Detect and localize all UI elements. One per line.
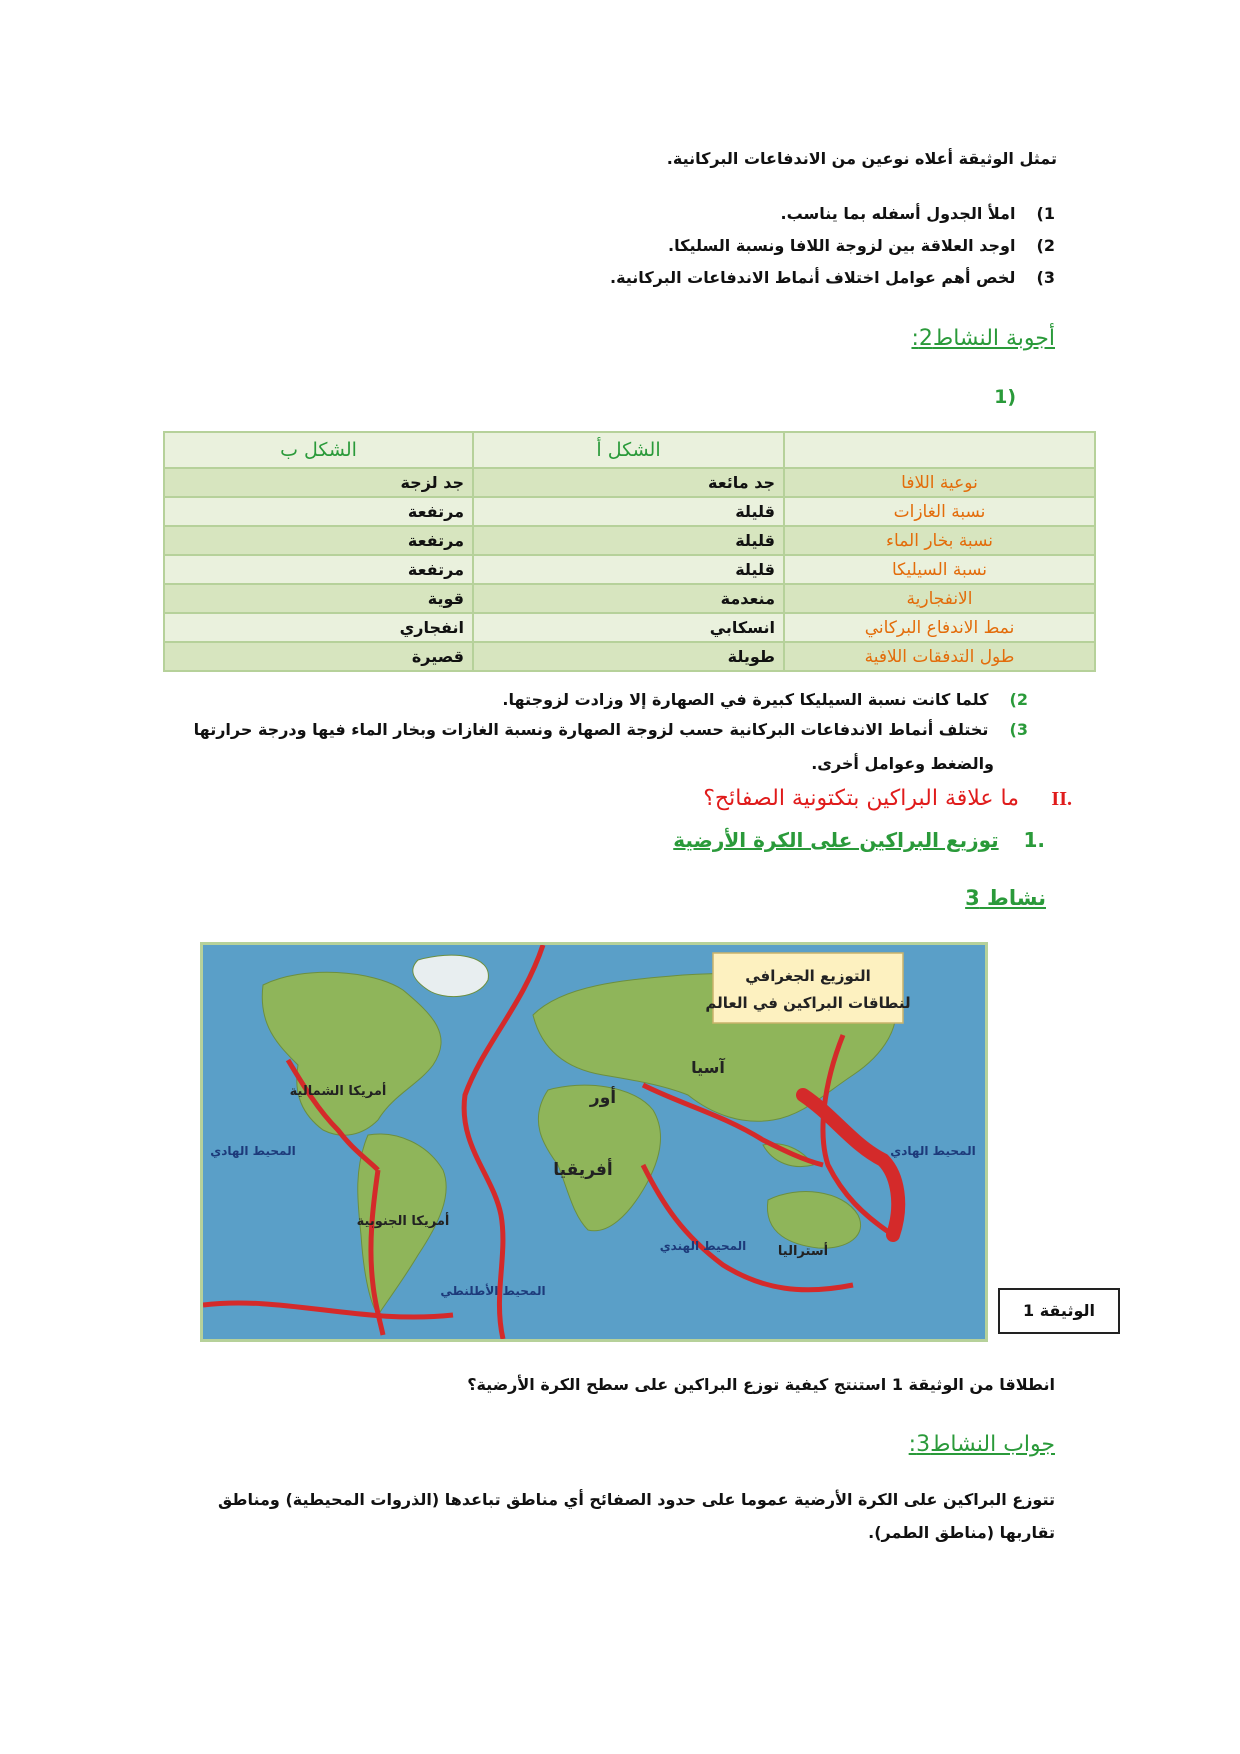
answer-number: 3) [1009,720,1028,739]
cell-shape-a: قليلة [473,497,784,526]
table-header-row [164,432,1095,468]
world-volcano-map [200,942,988,1342]
table-row [164,555,1095,584]
document-1-label: الوثيقة 1 [998,1288,1120,1334]
answer-number: 2) [1009,690,1028,709]
row-label: نسبة السيليكا [784,555,1095,584]
subsection-title: توزيع البراكين على الكرة الأرضية [673,828,999,852]
answers-2-heading: أجوبة النشاط2: [911,326,1055,351]
label-europe: أور [589,1088,617,1108]
answer-1-number: (1 [994,386,1016,408]
table-row [164,468,1095,497]
table-row [164,613,1095,642]
table-header-shape-b: الشكل ب [164,432,473,468]
table-header-shape-a: الشكل أ [473,432,784,468]
cell-shape-b: جد لزجة [164,468,473,497]
section-number: .II [1051,788,1072,810]
map-title-line-1: التوزيع الجغرافي [745,967,871,985]
intro-text: تمثل الوثيقة أعلاه نوعين من الاندفاعات البركانية. [666,149,1057,168]
label-indian: المحيط الهندي [659,1239,747,1253]
question-2 [668,236,1055,255]
label-south-america: أمريكا الجنوبية [356,1214,450,1229]
map-title-box [713,953,903,1023]
label-pacific-west: المحيط الهادي [210,1144,296,1158]
question-number: 1) [1036,204,1055,223]
row-label: نوعية اللافا [784,468,1095,497]
row-label: طول التدفقات اللافية [784,642,1095,671]
question-number: 3) [1036,268,1055,287]
cell-shape-a: طويلة [473,642,784,671]
answer-3-continued: والضغط وعوامل أخرى. [811,754,994,773]
activity-3-question: انطلاقا من الوثيقة 1 استنتج كيفية توزع البراكين على سطح الكرة الأرضية؟ [467,1375,1055,1394]
answer-3 [194,720,1028,739]
label-pacific-east: المحيط الهادي [890,1144,976,1158]
cell-shape-a: قليلة [473,526,784,555]
label-africa: أفريقيا [553,1160,613,1180]
table-row [164,526,1095,555]
question-text: لخص أهم عوامل اختلاف أنماط الاندفاعات البركانية. [609,268,1016,287]
table-header-empty [784,432,1095,468]
table-row [164,584,1095,613]
label-australia: أستراليا [777,1244,829,1259]
row-label: نسبة الغازات [784,497,1095,526]
cell-shape-b: مرتفعة [164,555,473,584]
row-label: الانفجارية [784,584,1095,613]
subsection-number: .1 [1023,828,1045,852]
cell-shape-b: قوية [164,584,473,613]
table-row [164,642,1095,671]
cell-shape-b: مرتفعة [164,497,473,526]
cell-shape-a: منعدمة [473,584,784,613]
answer-2 [502,690,1028,709]
question-text: املأ الجدول أسفله بما يناسب. [780,204,1016,223]
cell-shape-b: مرتفعة [164,526,473,555]
cell-shape-b: قصيرة [164,642,473,671]
label-asia: آسيا [691,1058,725,1077]
subsection-1-heading [673,828,1045,852]
question-3 [610,268,1055,287]
answer-text: كلما كانت نسبة السيليكا كبيرة في الصهارة إلا وزادت لزوجتها. [502,690,989,709]
map-title-line-2: لنطاقات البراكين في العالم [705,994,911,1012]
volcano-comparison-table [163,431,1096,672]
cell-shape-a: انسكابي [473,613,784,642]
question-text: اوجد العلاقة بين لزوجة اللافا ونسبة السليكا. [668,236,1016,255]
answer-3-text-line-2: تقاربها (مناطق الطمر). [868,1523,1055,1542]
cell-shape-a: جد مائعة [473,468,784,497]
question-number: 2) [1036,236,1055,255]
cell-shape-b: انفجاري [164,613,473,642]
answer-3-text-line-1: تتوزع البراكين على الكرة الأرضية عموما على حدود الصفائح أي مناطق تباعدها (الذروات المحيطية) ومناطق [217,1490,1055,1509]
row-label: نمط الاندفاع البركاني [784,613,1095,642]
section-2-heading [703,786,1072,811]
answer-3-heading: جواب النشاط3: [908,1432,1055,1457]
section-title: ما علاقة البراكين بتكتونية الصفائح؟ [703,786,1019,811]
question-1 [781,204,1056,223]
label-north-america: أمريكا الشمالية [289,1084,387,1099]
label-atlantic: المحيط الأطلنطي [440,1284,546,1298]
row-label: نسبة بخار الماء [784,526,1095,555]
activity-3-heading: نشاط 3 [965,886,1046,910]
answer-text: تختلف أنماط الاندفاعات البركانية حسب لزوجة الصهارة ونسبة الغازات وبخار الماء فيها ودرجة حرارتها [193,720,989,739]
map-graphic [203,945,985,1339]
table-row [164,497,1095,526]
cell-shape-a: قليلة [473,555,784,584]
